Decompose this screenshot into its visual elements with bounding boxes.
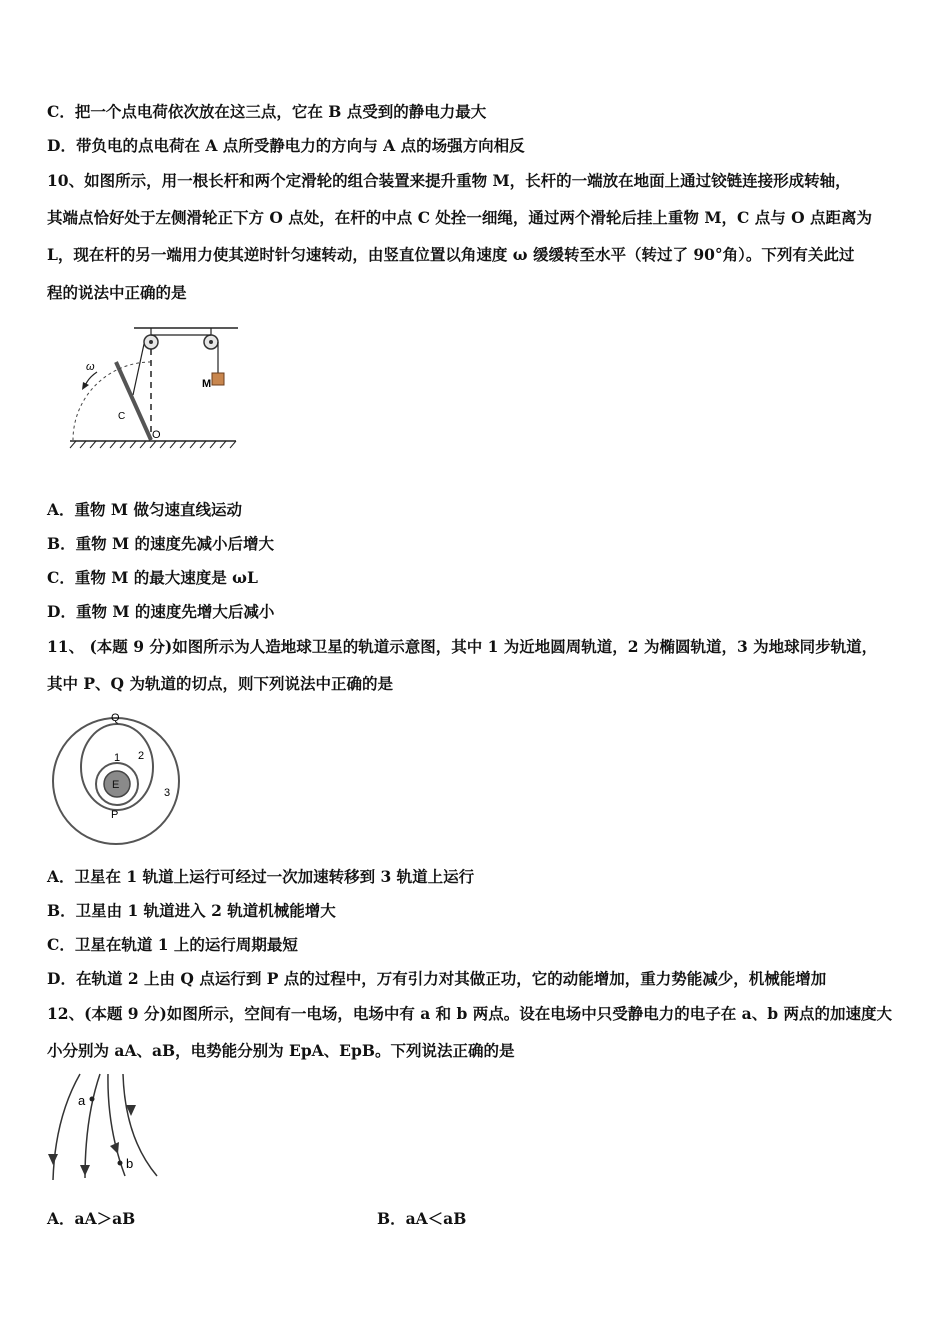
orbit-1-label: 1 [114,752,121,764]
orbit-2-label: 2 [138,750,145,762]
q11-option-d: D．在轨道 2 上由 Q 点运行到 P 点的过程中，万有引力对其做正功，它的动能增加，重力势能减少，机械能增加 [47,969,827,988]
q10-stem-line-2: 其端点恰好处于左侧滑轮正下方 O 点处，在杆的中点 C 处拴一细绳，通过两个滑轮后挂上重物 M，C 点与 O 点距离为 [47,208,873,227]
field-line-1 [53,1074,80,1180]
q11-stem-line-1: 11、 (本题 9 分)如图所示为人造地球卫星的轨道示意图，其中 1 为近地圆周轨道，2 为椭圆轨道，3 为地球同步轨道， [47,637,878,656]
q10-option-a: A．重物 M 做匀速直线运动 [47,500,242,519]
q10-option-b: B．重物 M 的速度先减小后增大 [47,534,275,553]
point-a-label: a [78,1093,86,1108]
q10-option-d: D．重物 M 的速度先增大后减小 [47,602,275,621]
q11-option-a: A．卫星在 1 轨道上运行可经过一次加速转移到 3 轨道上运行 [47,867,475,886]
point-b-label: b [126,1156,134,1171]
q12-stem-line-1: 12、(本题 9 分)如图所示，空间有一电场，电场中有 a 和 b 两点。设在电场中只受静电力的电子在 a、b 两点的加速度大 [47,1004,892,1023]
rod [116,362,151,440]
q12-stem-line-2: 小分别为 aA、aB，电势能分别为 EpA、EpB。下列说法正确的是 [47,1041,515,1060]
q9-option-c: C．把一个点电荷依次放在这三点，它在 B 点受到的静电力最大 [47,102,487,121]
field-line-3 [108,1074,125,1176]
point-a [90,1097,95,1102]
orbit-3-label: 3 [164,787,171,799]
q10-stem-line-1: 10、如图所示，用一根长杆和两个定滑轮的组合装置来提升重物 M，长杆的一端放在地面上通过铰链连接形成转轴， [47,171,851,190]
p-point-label: P [111,809,119,821]
point-b [118,1161,123,1166]
q11-orbit-figure [50,705,185,850]
q9-option-d: D．带负电的点电荷在 A 点所受静电力的方向与 A 点的场强方向相反 [47,136,525,155]
q10-stem-line-4: 程的说法中正确的是 [47,283,187,302]
o-label: O [152,429,161,441]
q11-option-b: B．卫星由 1 轨道进入 2 轨道机械能增大 [47,901,336,920]
field-line-2 [85,1074,100,1178]
earth-label: E [112,779,120,791]
q12-option-b: B．aA＜aB [377,1209,467,1228]
q12-option-a: A．aA＞aB [47,1209,136,1228]
q11-stem-line-2: 其中 P、Q 为轨道的切点，则下列说法中正确的是 [47,674,393,693]
q11-option-c: C．卫星在轨道 1 上的运行周期最短 [47,935,298,954]
c-label: C [118,411,126,422]
omega-label: ω [86,361,95,373]
q10-stem-line-3: L，现在杆的另一端用力使其逆时针匀速转动，由竖直位置以角速度 ω 缓缓转至水平（转过了 90°角）。下列有关此过 [47,245,855,264]
q-point-label: Q [111,712,120,724]
q12-field-lines-figure [45,1068,165,1188]
mass-block [212,373,224,385]
mass-label: M [202,378,212,390]
q10-option-c: C．重物 M 的最大速度是 ωL [47,568,258,587]
q10-pulley-figure [62,318,242,453]
